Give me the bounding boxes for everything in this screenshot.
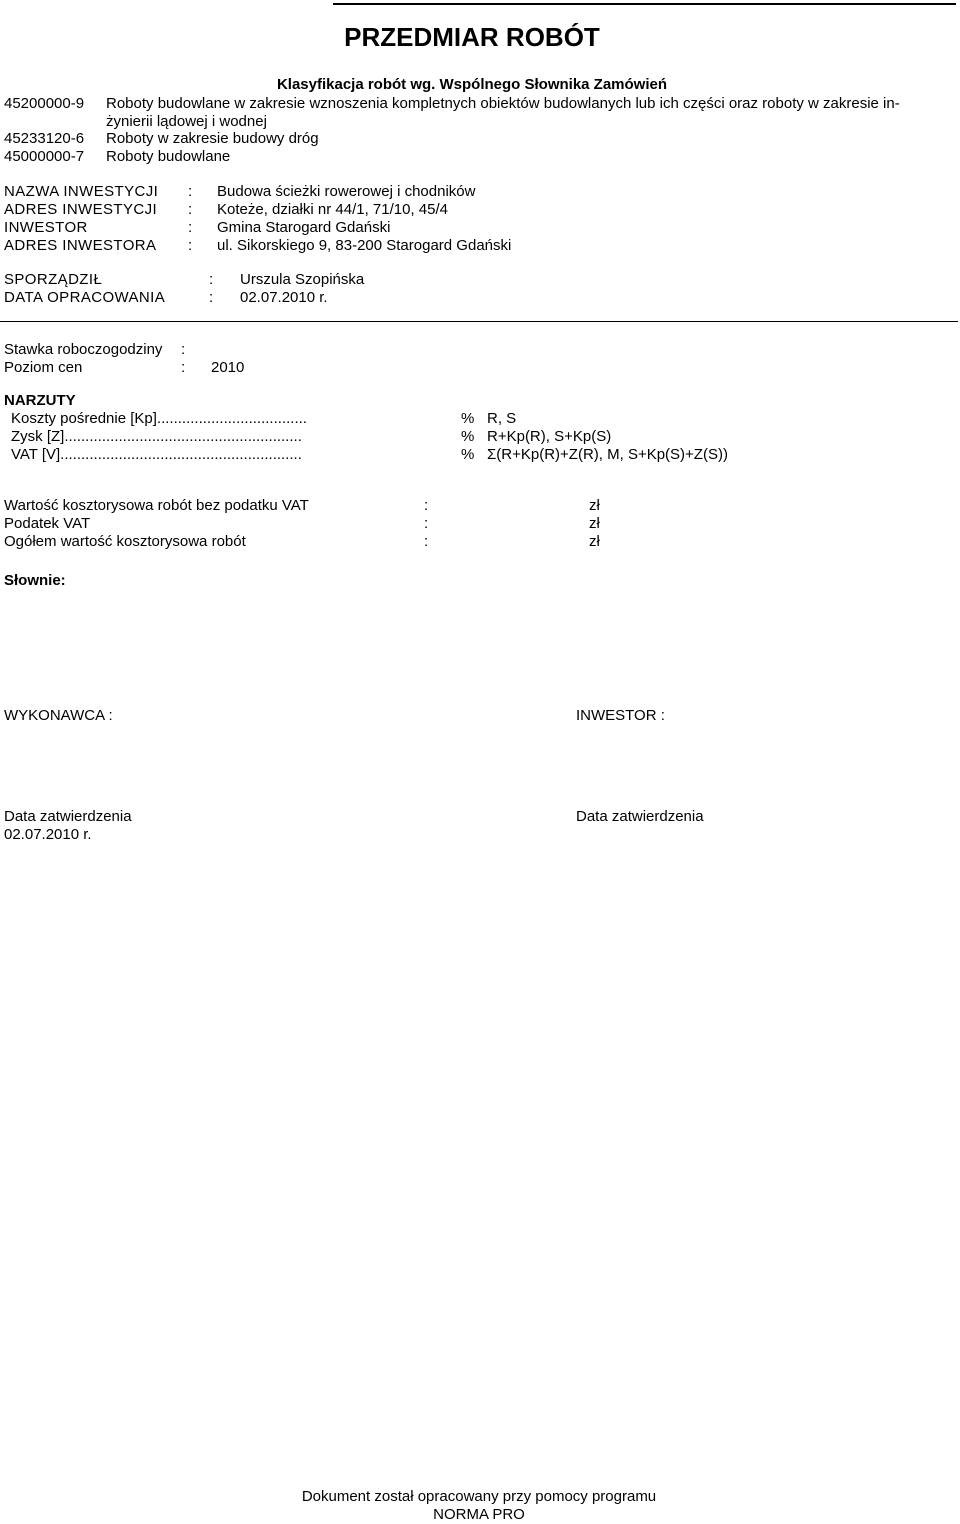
field-separator: : [209,271,214,288]
surcharge-percent: % [461,428,475,445]
surcharges-heading: NARZUTY [4,392,76,409]
classification-desc-cont: żynierii lądowej i wodnej [106,113,267,130]
investment-name-label: NAZWA INWESTYCJI [4,183,159,200]
investor-address-label: ADRES INWESTORA [4,237,157,254]
surcharge-base: R, S [487,410,517,427]
investment-address-label: ADRES INWESTYCJI [4,201,158,218]
surcharge-label: Zysk [Z]......................................................... [11,428,302,445]
classification-desc: Roboty w zakresie budowy dróg [106,130,319,147]
field-separator: : [424,515,429,532]
classification-heading: Klasyfikacja robót wg. Wspólnego Słownika Zamówień [276,76,668,93]
investor-address-value: ul. Sikorskiego 9, 83-200 Starogard Gdański [217,237,512,254]
field-separator: : [188,201,193,218]
total-net-currency: zł [589,497,600,514]
total-gross-currency: zł [589,533,600,550]
field-separator: : [209,289,214,306]
in-words-label: Słownie: [4,572,66,589]
classification-code: 45000000-7 [4,148,85,165]
classification-code: 45200000-9 [4,95,85,112]
investment-address-value: Koteże, działki nr 44/1, 71/10, 45/4 [217,201,448,218]
investment-name-value: Budowa ścieżki rowerowej i chodników [217,183,476,200]
field-separator: : [188,183,193,200]
investor-approval-date-label: Data zatwierdzenia [576,808,704,825]
total-gross-label: Ogółem wartość kosztorysowa robót [4,533,246,550]
top-rule [333,3,956,5]
surcharge-base: R+Kp(R), S+Kp(S) [487,428,612,445]
field-separator: : [424,497,429,514]
classification-code: 45233120-6 [4,130,85,147]
footer-note: Dokument został opracowany przy pomocy programu [301,1488,657,1505]
prepared-by-label: SPORZĄDZIŁ [4,271,103,288]
vat-currency: zł [589,515,600,532]
vat-label: Podatek VAT [4,515,91,532]
surcharge-label: Koszty pośrednie [Kp].................................... [11,410,307,427]
investor-label: INWESTOR [4,219,88,236]
field-separator: : [181,341,186,358]
classification-desc: Roboty budowlane [106,148,231,165]
page-title: PRZEDMIAR ROBÓT [344,22,600,52]
hourly-rate-label: Stawka roboczogodziny [4,341,163,358]
surcharge-percent: % [461,446,475,463]
section-divider [0,321,958,322]
contractor-label: WYKONAWCA : [4,707,113,724]
field-separator: : [188,219,193,236]
investor-value: Gmina Starogard Gdański [217,219,391,236]
field-separator: : [188,237,193,254]
field-separator: : [424,533,429,550]
total-net-label: Wartość kosztorysowa robót bez podatku VAT [4,497,309,514]
price-level-label: Poziom cen [4,359,83,376]
preparation-date-label: DATA OPRACOWANIA [4,289,166,306]
investor-signature-label: INWESTOR : [576,707,665,724]
price-level-value: 2010 [211,359,245,376]
classification-desc: Roboty budowlane w zakresie wznoszenia kompletnych obiektów budowlanych lub ich części oraz roboty w zakresie in- [106,95,900,112]
contractor-approval-date-label: Data zatwierdzenia [4,808,132,825]
footer-program-name: NORMA PRO [433,1506,525,1523]
surcharge-label: VAT [V].......................................................... [11,446,302,463]
preparation-date-value: 02.07.2010 r. [240,289,328,306]
surcharge-base: Σ(R+Kp(R)+Z(R), M, S+Kp(S)+Z(S)) [487,446,728,463]
field-separator: : [181,359,186,376]
surcharge-percent: % [461,410,475,427]
prepared-by-value: Urszula Szopińska [240,271,365,288]
contractor-approval-date: 02.07.2010 r. [4,826,92,843]
